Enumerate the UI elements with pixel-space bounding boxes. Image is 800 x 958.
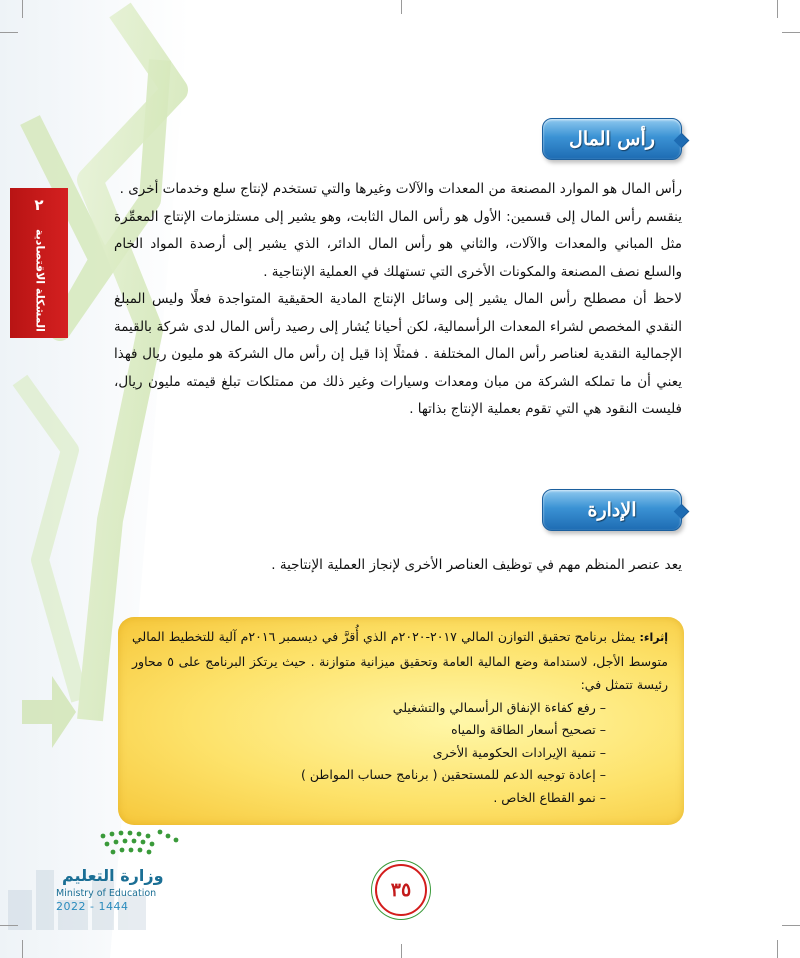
crop-mark — [401, 944, 402, 958]
section-heading-capital: رأس المال — [542, 118, 682, 160]
page-number-text: ٣٥ — [390, 879, 412, 901]
chapter-tab — [10, 188, 68, 338]
enrichment-box — [118, 617, 684, 825]
crop-mark — [782, 925, 800, 926]
section-heading-management: الإدارة — [542, 489, 682, 531]
ministry-name-en: Ministry of Education — [56, 888, 157, 899]
crop-mark — [22, 940, 23, 958]
ministry-logo — [14, 826, 184, 938]
crop-mark — [0, 32, 18, 33]
capital-body — [114, 176, 682, 424]
ministry-year: 2022 - 1444 — [56, 900, 129, 913]
management-body — [114, 552, 682, 580]
list-item: – تصحيح أسعار الطاقة والمياه — [451, 722, 606, 737]
management-paragraph: يعد عنصر المنظم مهم في توظيف العناصر الأخرى لإنجاز العملية الإنتاجية . — [271, 557, 682, 573]
capital-paragraph-1: رأس المال هو الموارد المصنعة من المعدات والآلات وغيرها والتي تستخدم لإنتاج سلع وخدمات أخرى . — [119, 181, 682, 197]
list-item: – تنمية الإيرادات الحكومية الأخرى — [432, 744, 606, 760]
capital-paragraph-2: ينقسم رأس المال إلى قسمين: الأول هو رأس المال الثابت، وهو يشير إلى مستلزمات الإنتاج المعمِّرة مثل المباني والمعدات والآلات، والثاني هو رأس المال الدائر، الذي يشير إلى أرصدة المواد الخام والسلع نصف المصنعة والمكونات الأخرى التي تستهلك في العملية الإنتاجية . — [114, 208, 682, 280]
chapter-number: ٢ — [34, 196, 44, 214]
list-item: – نمو القطاع الخاص . — [493, 789, 606, 805]
crop-mark — [22, 0, 23, 18]
crop-mark — [401, 0, 402, 14]
crop-mark — [777, 0, 778, 18]
chapter-title: المشكلة الاقتصادية — [33, 228, 47, 332]
enrichment-text: يمثل برنامج تحقيق التوازن المالي ٢٠١٧-٢٠٢٠م الذي أُقرَّ في ديسمبر ٢٠١٦م آلية للتخطيط المالي متوسط الأجل، لاستدامة وضع المالية العامة وتحقيق ميزانية متوازنة . حيث يرتكز البرنامج على ٥ محاور رئيسة تتمثل في: — [132, 629, 668, 692]
enrichment-list — [132, 697, 668, 810]
crop-mark — [782, 32, 800, 33]
capital-paragraph-3: لاحظ أن مصطلح رأس المال يشير إلى وسائل الإنتاج المادية الحقيقية المتواجدة فعلًا وليس المبلغ النقدي المخصص لشراء المعدات الرأسمالية، لكن أحيانا يُشار إلى رصيد رأس المال لدى شركة بالقيمة الإجمالية النقدية لعناصر رأس المال المختلفة . فمثلًا إذا قيل إن رأس مال الشركة هو مليون ريال فهذا يعني أن ما تملكه الشركة من مبان ومعدات وسيارات وغير ذلك من ممتلكات تبلغ قيمته مليون ريال، فليست النقود هي التي تقوم بعملية الإنتاج بذاتها . — [114, 291, 682, 417]
page-number — [373, 862, 429, 918]
crop-mark — [777, 940, 778, 958]
list-item: – رفع كفاءة الإنفاق الرأسمالي والتشغيلي — [392, 699, 606, 715]
ministry-name-ar: وزارة التعليم — [62, 866, 164, 885]
list-item: – إعادة توجيه الدعم للمستحقين ( برنامج حساب المواطن ) — [301, 767, 606, 782]
enrichment-label: إثراء: — [639, 631, 668, 644]
enrichment-intro — [132, 625, 668, 697]
